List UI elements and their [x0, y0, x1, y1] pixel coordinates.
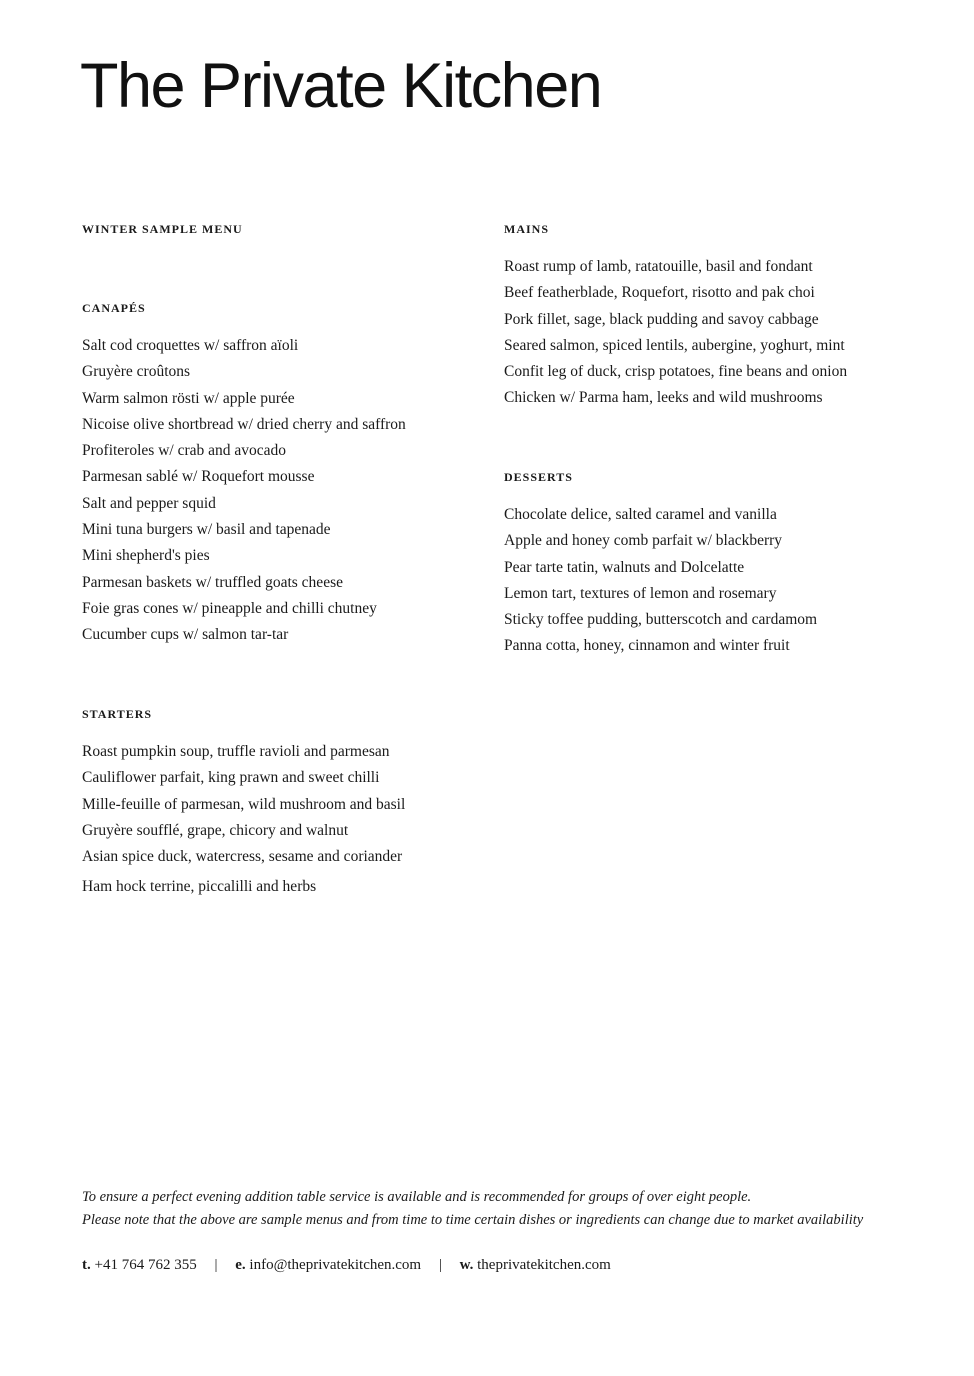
- desserts-list: [504, 502, 817, 660]
- menu-item: Pork fillet, sage, black pudding and savoy cabbage: [504, 310, 819, 328]
- web-label: w.: [459, 1257, 474, 1273]
- starters-heading: STARTERS: [82, 707, 153, 721]
- desserts-heading: DESSERTS: [504, 470, 573, 484]
- footer-note: [82, 1186, 863, 1231]
- menu-item: Profiteroles w/ crab and avocado: [82, 442, 287, 460]
- canapes-heading: CANAPÉS: [82, 301, 146, 315]
- menu-item: Sticky toffee pudding, butterscotch and cardamom: [504, 611, 818, 629]
- menu-item: Seared salmon, spiced lentils, aubergine, yoghurt, mint: [504, 336, 845, 354]
- menu-item: Ham hock terrine, piccalilli and herbs: [82, 878, 317, 896]
- menu-item: Roast rump of lamb, ratatouille, basil and fondant: [504, 258, 813, 275]
- mains-heading: MAINS: [504, 222, 550, 236]
- menu-item: Foie gras cones w/ pineapple and chilli chutney: [82, 599, 377, 617]
- mains-list: [504, 254, 847, 412]
- menu-item: Chocolate delice, salted caramel and vanilla: [504, 506, 777, 523]
- menu-item: Apple and honey comb parfait w/ blackberry: [504, 532, 783, 550]
- menu-item: Warm salmon rösti w/ apple purée: [82, 389, 295, 407]
- menu-item: Lemon tart, textures of lemon and rosemary: [504, 584, 777, 602]
- menu-item: Parmesan sablé w/ Roquefort mousse: [82, 468, 315, 486]
- phone-label: t.: [82, 1257, 91, 1273]
- menu-item: Mini tuna burgers w/ basil and tapenade: [82, 521, 331, 539]
- canapes-list: [82, 333, 406, 649]
- menu-item: Gruyère croûtons: [82, 363, 191, 381]
- menu-item: Cucumber cups w/ salmon tar-tar: [82, 626, 289, 644]
- email-link[interactable]: info@theprivatekitchen.com: [249, 1257, 422, 1273]
- menu-item: Salt cod croquettes w/ saffron aïoli: [82, 337, 299, 354]
- menu-item: Cauliflower parfait, king prawn and sweet chilli: [82, 769, 380, 787]
- footer-note-line-2: Please note that the above are sample menus and from time to time certain dishes or ingredients can change due to market availability: [82, 1211, 864, 1228]
- menu-item: Parmesan baskets w/ truffled goats cheese: [82, 573, 343, 591]
- menu-item: Pear tarte tatin, walnuts and Dolcelatte: [504, 558, 745, 576]
- footer-note-line-1: To ensure a perfect evening addition table service is available and is recommended for groups of over eight people.: [82, 1189, 752, 1205]
- menu-item: Mille-feuille of parmesan, wild mushroom and basil: [82, 795, 406, 813]
- menu-item: Mini shepherd's pies: [82, 547, 210, 565]
- menu-item: Chicken w/ Parma ham, leeks and wild mushrooms: [504, 389, 823, 407]
- menu-item: Asian spice duck, watercress, sesame and coriander: [82, 848, 403, 866]
- menu-item: Nicoise olive shortbread w/ dried cherry and saffron: [82, 415, 406, 433]
- menu-item: Beef featherblade, Roquefort, risotto and pak choi: [504, 284, 815, 302]
- menu-item: Roast pumpkin soup, truffle ravioli and parmesan: [82, 743, 390, 760]
- separator: |: [214, 1257, 218, 1273]
- web-link[interactable]: theprivatekitchen.com: [477, 1257, 611, 1273]
- phone-number: +41 764 762 355: [94, 1257, 197, 1273]
- brand-title: The Private Kitchen: [80, 51, 602, 121]
- menu-item: Gruyère soufflé, grape, chicory and walnut: [82, 821, 349, 839]
- email-label: e.: [235, 1257, 246, 1273]
- starters-list: [82, 739, 405, 901]
- menu-item: Confit leg of duck, crisp potatoes, fine beans and onion: [504, 363, 848, 381]
- menu-item: Salt and pepper squid: [82, 494, 216, 512]
- menu-item: Panna cotta, honey, cinnamon and winter fruit: [504, 637, 790, 655]
- separator: |: [438, 1257, 442, 1273]
- menu-title: WINTER SAMPLE MENU: [82, 222, 243, 236]
- contact-bar: [82, 1254, 611, 1276]
